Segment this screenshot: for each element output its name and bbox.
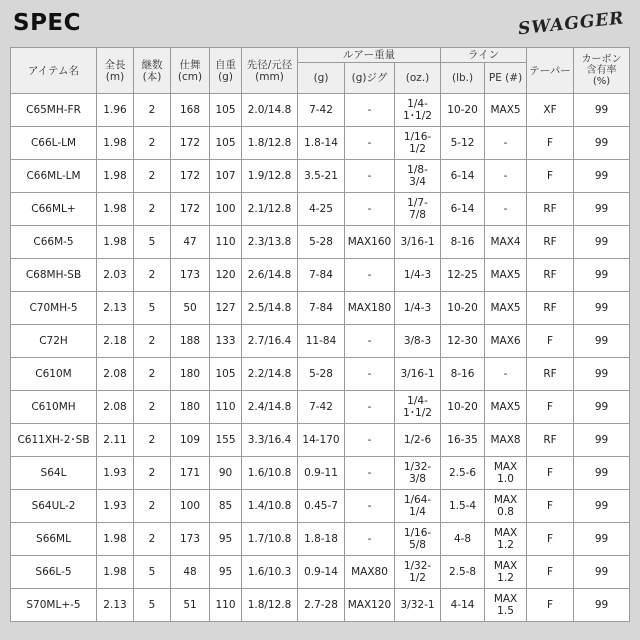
table-row: [11, 424, 630, 457]
cell-item-name: C65MH-FR: [11, 94, 97, 127]
cell-carbon: 99: [574, 259, 630, 292]
table-row: [11, 127, 630, 160]
cell-length: 2.11: [97, 424, 134, 457]
table-row: [11, 160, 630, 193]
cell-closed-length: 180: [171, 358, 210, 391]
cell-lure-jig: -: [345, 127, 395, 160]
cell-lure-g: 7-42: [298, 391, 345, 424]
cell-closed-length: 47: [171, 226, 210, 259]
cell-lure-jig: MAX120: [345, 589, 395, 622]
cell-lure-oz: 1/4-3: [395, 292, 441, 325]
col-header-tip-butt: 先径/元径 (mm): [242, 48, 298, 94]
cell-tip-butt: 2.4/14.8: [242, 391, 298, 424]
cell-tip-butt: 1.9/12.8: [242, 160, 298, 193]
cell-weight: 95: [210, 556, 242, 589]
col-header-closed-length: 仕舞 (cm): [171, 48, 210, 94]
cell-weight: 155: [210, 424, 242, 457]
cell-item-name: C66M-5: [11, 226, 97, 259]
cell-line-lb: 2.5-6: [441, 457, 485, 490]
cell-pieces: 2: [134, 325, 171, 358]
cell-taper: RF: [527, 226, 574, 259]
cell-lure-jig: -: [345, 358, 395, 391]
cell-pieces: 2: [134, 391, 171, 424]
cell-taper: F: [527, 490, 574, 523]
cell-carbon: 99: [574, 457, 630, 490]
table-row: [11, 259, 630, 292]
cell-taper: RF: [527, 193, 574, 226]
cell-taper: F: [527, 325, 574, 358]
cell-lure-g: 0.45-7: [298, 490, 345, 523]
header-row-top: [11, 48, 630, 63]
col-header-carbon: カーボン 含有率 (%): [574, 48, 630, 94]
cell-item-name: C611XH-2･SB: [11, 424, 97, 457]
cell-lure-jig: MAX80: [345, 556, 395, 589]
cell-line-lb: 10-20: [441, 391, 485, 424]
cell-taper: RF: [527, 292, 574, 325]
cell-carbon: 99: [574, 193, 630, 226]
cell-taper: F: [527, 556, 574, 589]
cell-tip-butt: 3.3/16.4: [242, 424, 298, 457]
cell-line-lb: 4-14: [441, 589, 485, 622]
cell-pieces: 2: [134, 424, 171, 457]
cell-weight: 107: [210, 160, 242, 193]
col-group-line: ライン: [441, 48, 527, 63]
cell-line-lb: 1.5-4: [441, 490, 485, 523]
cell-lure-oz: 1/4- 1･1/2: [395, 391, 441, 424]
cell-length: 1.98: [97, 127, 134, 160]
brand-logo: [517, 4, 626, 44]
cell-lure-oz: 1/8- 3/4: [395, 160, 441, 193]
cell-carbon: 99: [574, 94, 630, 127]
cell-lure-oz: 1/32- 3/8: [395, 457, 441, 490]
cell-carbon: 99: [574, 160, 630, 193]
cell-length: 1.96: [97, 94, 134, 127]
cell-lure-jig: -: [345, 259, 395, 292]
cell-closed-length: 172: [171, 193, 210, 226]
table-row: [11, 226, 630, 259]
cell-closed-length: 51: [171, 589, 210, 622]
cell-lure-oz: 3/8-3: [395, 325, 441, 358]
cell-carbon: 99: [574, 556, 630, 589]
col-header-lure-oz: (oz.): [395, 63, 441, 94]
cell-line-lb: 6-14: [441, 160, 485, 193]
cell-item-name: C66L-LM: [11, 127, 97, 160]
cell-lure-g: 5-28: [298, 358, 345, 391]
cell-lure-oz: 1/7- 7/8: [395, 193, 441, 226]
cell-closed-length: 172: [171, 127, 210, 160]
cell-lure-g: 2.7-28: [298, 589, 345, 622]
cell-item-name: C66ML+: [11, 193, 97, 226]
cell-tip-butt: 2.7/16.4: [242, 325, 298, 358]
cell-line-pe: -: [485, 160, 527, 193]
col-header-pieces: 継数 (本): [134, 48, 171, 94]
col-header-line-pe: PE (#): [485, 63, 527, 94]
table-row: [11, 490, 630, 523]
cell-weight: 110: [210, 391, 242, 424]
cell-line-lb: 6-14: [441, 193, 485, 226]
cell-tip-butt: 1.6/10.8: [242, 457, 298, 490]
cell-tip-butt: 1.7/10.8: [242, 523, 298, 556]
cell-closed-length: 173: [171, 259, 210, 292]
cell-lure-oz: 1/64- 1/4: [395, 490, 441, 523]
cell-lure-g: 1.8-18: [298, 523, 345, 556]
cell-lure-oz: 1/4- 1･1/2: [395, 94, 441, 127]
cell-closed-length: 171: [171, 457, 210, 490]
cell-lure-jig: -: [345, 523, 395, 556]
cell-lure-g: 4-25: [298, 193, 345, 226]
cell-lure-g: 5-28: [298, 226, 345, 259]
cell-line-pe: MAX 1.2: [485, 523, 527, 556]
cell-carbon: 99: [574, 325, 630, 358]
cell-pieces: 2: [134, 259, 171, 292]
cell-weight: 105: [210, 358, 242, 391]
cell-lure-jig: MAX180: [345, 292, 395, 325]
cell-line-pe: MAX 1.0: [485, 457, 527, 490]
cell-length: 1.93: [97, 490, 134, 523]
cell-carbon: 99: [574, 391, 630, 424]
cell-pieces: 2: [134, 358, 171, 391]
cell-weight: 95: [210, 523, 242, 556]
cell-line-pe: MAX5: [485, 391, 527, 424]
cell-pieces: 2: [134, 490, 171, 523]
cell-weight: 110: [210, 589, 242, 622]
cell-length: 1.98: [97, 193, 134, 226]
cell-length: 1.98: [97, 160, 134, 193]
cell-closed-length: 188: [171, 325, 210, 358]
table-row: [11, 325, 630, 358]
cell-item-name: C610MH: [11, 391, 97, 424]
cell-lure-oz: 1/16- 1/2: [395, 127, 441, 160]
cell-taper: RF: [527, 259, 574, 292]
cell-lure-g: 11-84: [298, 325, 345, 358]
cell-closed-length: 168: [171, 94, 210, 127]
cell-pieces: 2: [134, 193, 171, 226]
table-row: [11, 523, 630, 556]
cell-lure-jig: -: [345, 193, 395, 226]
page-header: [0, 0, 640, 46]
cell-pieces: 2: [134, 457, 171, 490]
cell-tip-butt: 1.8/12.8: [242, 589, 298, 622]
cell-weight: 100: [210, 193, 242, 226]
brand-logo-text: SWAGGER: [517, 8, 626, 40]
spec-table: [10, 47, 630, 622]
cell-carbon: 99: [574, 523, 630, 556]
cell-line-pe: -: [485, 127, 527, 160]
table-row: [11, 94, 630, 127]
cell-length: 2.13: [97, 292, 134, 325]
cell-line-pe: MAX4: [485, 226, 527, 259]
table-row: [11, 589, 630, 622]
cell-line-lb: 2.5-8: [441, 556, 485, 589]
cell-weight: 90: [210, 457, 242, 490]
col-group-lure-weight: ルアー重量: [298, 48, 441, 63]
page-title: SPEC: [13, 10, 82, 36]
cell-lure-g: 14-170: [298, 424, 345, 457]
cell-closed-length: 173: [171, 523, 210, 556]
cell-line-lb: 8-16: [441, 358, 485, 391]
cell-pieces: 5: [134, 589, 171, 622]
cell-taper: F: [527, 160, 574, 193]
cell-taper: XF: [527, 94, 574, 127]
cell-tip-butt: 2.6/14.8: [242, 259, 298, 292]
cell-closed-length: 48: [171, 556, 210, 589]
cell-item-name: C610M: [11, 358, 97, 391]
cell-carbon: 99: [574, 127, 630, 160]
cell-lure-oz: 1/2-6: [395, 424, 441, 457]
cell-lure-jig: -: [345, 94, 395, 127]
cell-closed-length: 180: [171, 391, 210, 424]
cell-pieces: 2: [134, 160, 171, 193]
cell-length: 2.13: [97, 589, 134, 622]
cell-lure-oz: 1/16- 5/8: [395, 523, 441, 556]
table-row: [11, 556, 630, 589]
cell-pieces: 2: [134, 523, 171, 556]
cell-lure-g: 7-84: [298, 292, 345, 325]
cell-closed-length: 100: [171, 490, 210, 523]
cell-carbon: 99: [574, 490, 630, 523]
cell-lure-g: 0.9-11: [298, 457, 345, 490]
cell-lure-g: 0.9-14: [298, 556, 345, 589]
cell-lure-g: 7-42: [298, 94, 345, 127]
cell-lure-oz: 3/16-1: [395, 226, 441, 259]
cell-item-name: S64UL-2: [11, 490, 97, 523]
cell-line-pe: MAX 1.2: [485, 556, 527, 589]
cell-line-pe: MAX6: [485, 325, 527, 358]
cell-tip-butt: 1.8/12.8: [242, 127, 298, 160]
cell-closed-length: 172: [171, 160, 210, 193]
cell-tip-butt: 2.3/13.8: [242, 226, 298, 259]
cell-carbon: 99: [574, 589, 630, 622]
cell-line-pe: MAX8: [485, 424, 527, 457]
cell-lure-jig: MAX160: [345, 226, 395, 259]
col-header-lure-jig: (g)ジグ: [345, 63, 395, 94]
cell-length: 2.08: [97, 391, 134, 424]
cell-lure-g: 3.5-21: [298, 160, 345, 193]
cell-lure-g: 7-84: [298, 259, 345, 292]
cell-lure-g: 1.8-14: [298, 127, 345, 160]
cell-item-name: S66L-5: [11, 556, 97, 589]
cell-lure-jig: -: [345, 490, 395, 523]
cell-lure-jig: -: [345, 325, 395, 358]
cell-weight: 133: [210, 325, 242, 358]
cell-carbon: 99: [574, 226, 630, 259]
cell-length: 2.18: [97, 325, 134, 358]
cell-line-lb: 12-30: [441, 325, 485, 358]
cell-weight: 105: [210, 94, 242, 127]
cell-tip-butt: 1.6/10.3: [242, 556, 298, 589]
cell-pieces: 5: [134, 556, 171, 589]
table-row: [11, 391, 630, 424]
cell-line-pe: -: [485, 358, 527, 391]
cell-pieces: 2: [134, 94, 171, 127]
cell-line-pe: MAX5: [485, 94, 527, 127]
cell-line-pe: MAX 0.8: [485, 490, 527, 523]
cell-lure-jig: -: [345, 457, 395, 490]
cell-item-name: C70MH-5: [11, 292, 97, 325]
cell-lure-oz: 3/32-1: [395, 589, 441, 622]
cell-taper: RF: [527, 424, 574, 457]
cell-length: 2.03: [97, 259, 134, 292]
cell-line-lb: 8-16: [441, 226, 485, 259]
cell-weight: 110: [210, 226, 242, 259]
cell-line-pe: MAX5: [485, 259, 527, 292]
cell-line-pe: MAX5: [485, 292, 527, 325]
cell-carbon: 99: [574, 292, 630, 325]
cell-line-lb: 12-25: [441, 259, 485, 292]
cell-weight: 127: [210, 292, 242, 325]
cell-line-lb: 16-35: [441, 424, 485, 457]
cell-tip-butt: 2.0/14.8: [242, 94, 298, 127]
cell-taper: F: [527, 457, 574, 490]
col-header-length: 全長 (m): [97, 48, 134, 94]
spec-table-body: [11, 94, 630, 622]
cell-taper: F: [527, 391, 574, 424]
cell-line-lb: 10-20: [441, 292, 485, 325]
cell-line-pe: -: [485, 193, 527, 226]
cell-taper: F: [527, 523, 574, 556]
cell-item-name: S70ML+-5: [11, 589, 97, 622]
cell-length: 1.98: [97, 226, 134, 259]
cell-taper: F: [527, 127, 574, 160]
cell-carbon: 99: [574, 424, 630, 457]
cell-lure-oz: 1/32- 1/2: [395, 556, 441, 589]
cell-lure-jig: -: [345, 424, 395, 457]
col-header-item: アイテム名: [11, 48, 97, 94]
cell-weight: 120: [210, 259, 242, 292]
cell-line-pe: MAX 1.5: [485, 589, 527, 622]
cell-item-name: C68MH-SB: [11, 259, 97, 292]
cell-weight: 85: [210, 490, 242, 523]
col-header-weight: 自重 (g): [210, 48, 242, 94]
table-row: [11, 457, 630, 490]
cell-pieces: 5: [134, 226, 171, 259]
cell-lure-oz: 3/16-1: [395, 358, 441, 391]
cell-closed-length: 109: [171, 424, 210, 457]
cell-item-name: C66ML-LM: [11, 160, 97, 193]
cell-item-name: S66ML: [11, 523, 97, 556]
cell-lure-oz: 1/4-3: [395, 259, 441, 292]
cell-taper: F: [527, 589, 574, 622]
cell-length: 1.98: [97, 556, 134, 589]
col-header-taper: テーパー: [527, 48, 574, 94]
cell-length: 2.08: [97, 358, 134, 391]
cell-line-lb: 10-20: [441, 94, 485, 127]
col-header-lure-g: (g): [298, 63, 345, 94]
cell-tip-butt: 2.5/14.8: [242, 292, 298, 325]
cell-length: 1.93: [97, 457, 134, 490]
cell-pieces: 5: [134, 292, 171, 325]
cell-item-name: C72H: [11, 325, 97, 358]
cell-weight: 105: [210, 127, 242, 160]
cell-lure-jig: -: [345, 160, 395, 193]
table-row: [11, 292, 630, 325]
cell-lure-jig: -: [345, 391, 395, 424]
cell-line-lb: 4-8: [441, 523, 485, 556]
cell-tip-butt: 1.4/10.8: [242, 490, 298, 523]
cell-taper: RF: [527, 358, 574, 391]
cell-line-lb: 5-12: [441, 127, 485, 160]
col-header-line-lb: (lb.): [441, 63, 485, 94]
cell-tip-butt: 2.2/14.8: [242, 358, 298, 391]
cell-item-name: S64L: [11, 457, 97, 490]
cell-closed-length: 50: [171, 292, 210, 325]
cell-carbon: 99: [574, 358, 630, 391]
cell-length: 1.98: [97, 523, 134, 556]
table-row: [11, 358, 630, 391]
cell-pieces: 2: [134, 127, 171, 160]
cell-tip-butt: 2.1/12.8: [242, 193, 298, 226]
table-row: [11, 193, 630, 226]
